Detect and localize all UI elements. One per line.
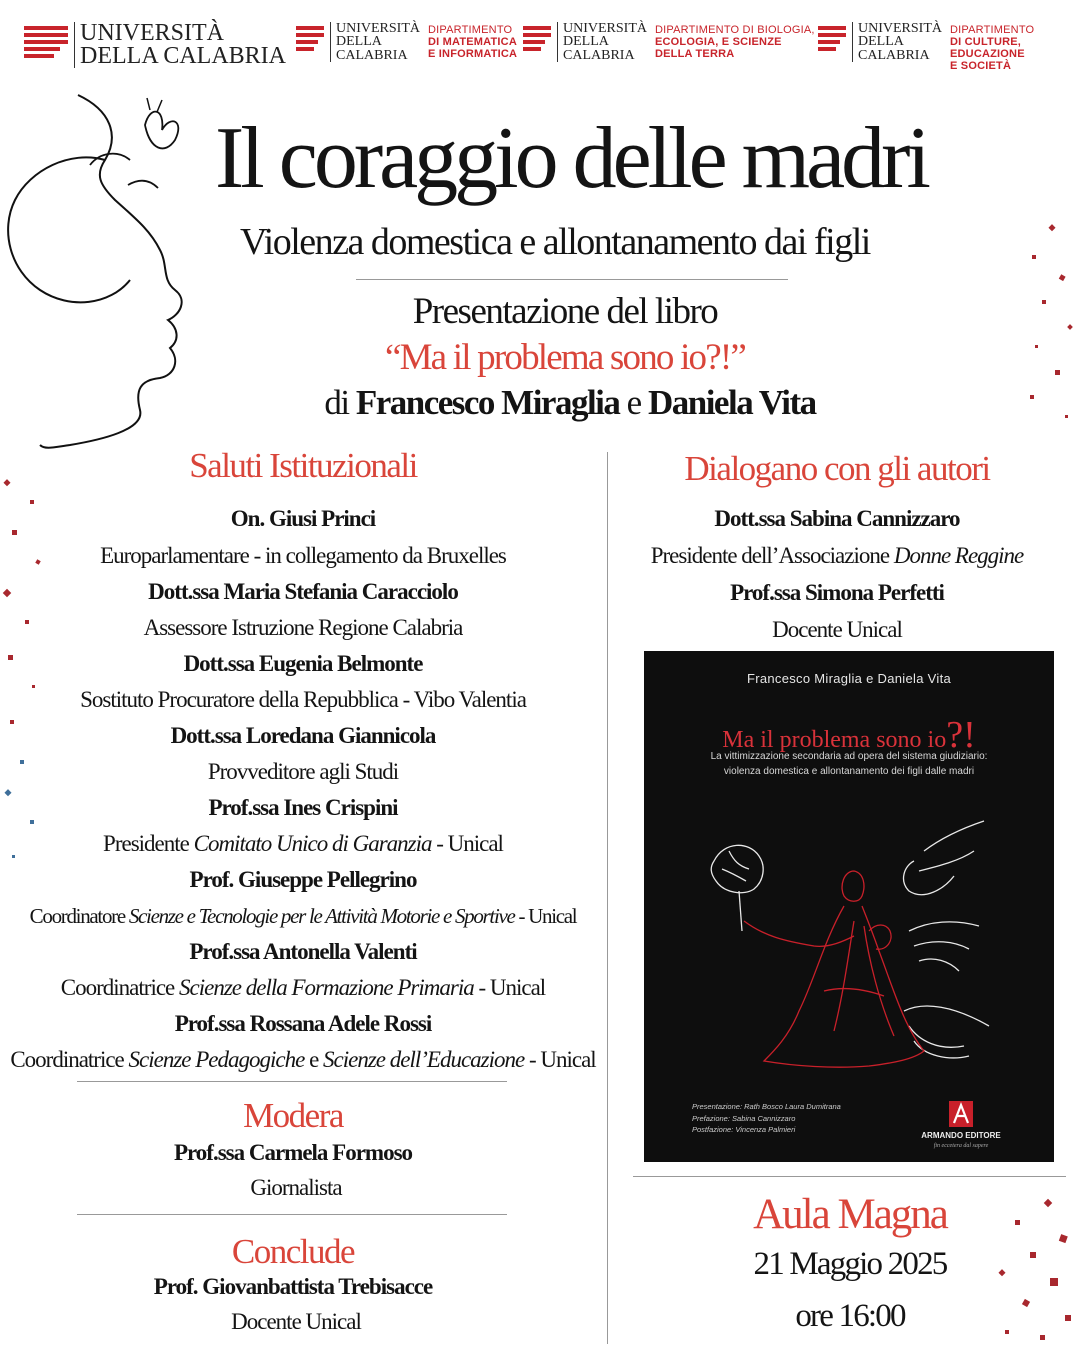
saluti-section — [0, 445, 606, 1081]
section-heading: Modera — [243, 1096, 343, 1135]
speaker-role — [0, 1045, 606, 1081]
venue-place: Aula Magna — [753, 1191, 947, 1238]
role-italic: Comitato Unico di Garanzia — [193, 831, 432, 856]
role-mid: e — [304, 1047, 324, 1072]
dialogo-section — [612, 448, 1062, 652]
speaker-role: Docente Unical — [231, 1309, 361, 1334]
speaker-name: Dott.ssa Eugenia Belmonte — [183, 651, 423, 676]
logo-unical — [24, 22, 286, 68]
dept-line1: DIPARTIMENTO DI BIOLOGIA, — [655, 24, 815, 36]
logo-name-line3: CALABRIA — [563, 47, 635, 63]
role-prefix: Coordinatore — [29, 904, 129, 928]
book-title: “Ma il problema sono io?!” — [384, 337, 746, 378]
cover-subtitle-line: La vittimizzazione secondaria ad opera del sistema giudiziario: — [710, 751, 988, 762]
cover-credits — [692, 1101, 841, 1136]
speaker-role: Giornalista — [250, 1175, 342, 1200]
cover-illustration-icon — [704, 811, 1004, 1081]
dept-line1: DIPARTIMENTO — [950, 24, 1035, 36]
logo-name-line2: DELLA CALABRIA — [80, 42, 286, 69]
unical-mark-icon — [818, 26, 846, 51]
logo-dept-matematica — [296, 22, 517, 62]
authors-prefix: di — [324, 383, 349, 422]
divider — [633, 1176, 1066, 1177]
cover-publisher: ARMANDO EDITORE — [921, 1131, 1001, 1140]
role-italic: Scienze dell’Educazione — [323, 1047, 525, 1072]
role-italic: Scienze e Tecnologie per le Attività Motorie e Sportive — [128, 904, 515, 928]
speaker-name: Dott.ssa Maria Stefania Caracciolo — [148, 579, 458, 604]
dept-line3: E SOCIETÀ — [950, 60, 1012, 73]
logo-name-line1: UNIVERSITÀ — [858, 21, 942, 36]
section-heading: Dialogano con gli autori — [684, 449, 990, 488]
section-heading: Saluti Istituzionali — [189, 446, 417, 485]
speaker-name: Prof.ssa Rossana Adele Rossi — [174, 1011, 432, 1036]
logo-dept-culture — [818, 22, 1080, 72]
presentation-label: Presentazione del libro — [412, 291, 718, 332]
dept-line2: ECOLOGIA, E SCIENZE — [655, 36, 782, 49]
speaker-name: Prof.ssa Carmela Formoso — [173, 1140, 413, 1165]
unical-mark-icon — [296, 26, 324, 51]
decorative-dots-icon — [1020, 215, 1080, 435]
speaker-role — [0, 973, 606, 1009]
author-name: Francesco Miraglia — [355, 383, 620, 422]
logo-name-line2: DELLA — [563, 34, 609, 50]
logo-dept-biologia — [523, 22, 815, 62]
speaker-role: Assessore Istruzione Regione Calabria — [143, 615, 463, 640]
author-name: Daniela Vita — [647, 383, 816, 422]
role-suffix: - Unical — [514, 904, 577, 928]
speaker-name: Dott.ssa Sabina Cannizzaro — [714, 506, 960, 531]
role-italic: Scienze della Formazione Primaria — [179, 975, 474, 1000]
speaker-name: Prof.ssa Simona Perfetti — [730, 580, 944, 605]
speaker-name: Prof. Giovanbattista Trebisacce — [153, 1274, 433, 1299]
face-line-art-icon — [0, 90, 220, 460]
role-suffix: - Unical — [524, 1047, 596, 1072]
dept-line1: DIPARTIMENTO — [428, 24, 513, 36]
event-time: ore 16:00 — [795, 1298, 905, 1334]
dept-line3: E INFORMATICA — [428, 48, 518, 61]
logo-name-line1: UNIVERSITÀ — [336, 21, 420, 36]
cover-publisher-motto: fin eccetera dal sapere — [933, 1143, 989, 1149]
speaker-role — [612, 541, 1062, 578]
section-heading: Conclude — [231, 1232, 355, 1271]
publisher-logo-icon — [949, 1101, 973, 1127]
speaker-role: Docente Unical — [772, 617, 902, 642]
event-subtitle: Violenza domestica e allontanamento dai figli — [240, 221, 870, 263]
event-date: 21 Maggio 2025 — [753, 1246, 947, 1282]
unical-mark-icon — [24, 26, 68, 58]
logo-name-line3: CALABRIA — [336, 47, 408, 63]
speaker-role: Europarlamentare - in collegamento da Bruxelles — [100, 543, 506, 568]
role-prefix: Coordinatrice — [10, 1047, 129, 1072]
role-prefix: Presidente dell’Associazione — [650, 543, 894, 568]
speaker-name: On. Giusi Princi — [230, 506, 376, 531]
cover-title-mark: ?! — [946, 714, 976, 756]
dept-line3: DELLA TERRA — [655, 48, 735, 61]
dept-line2: DI CULTURE, EDUCAZIONE — [950, 36, 1025, 61]
event-title: Il coraggio delle madri — [215, 110, 927, 207]
column-divider — [607, 452, 608, 1344]
cover-subtitle-line: violenza domestica e allontanamento dei figli dalle madri — [723, 766, 975, 777]
speaker-name: Prof. Giuseppe Pellegrino — [189, 867, 417, 892]
logo-name-line1: UNIVERSITÀ — [563, 21, 647, 36]
speaker-name: Prof.ssa Antonella Valenti — [189, 939, 417, 964]
role-italic: Donne Reggine — [893, 543, 1024, 568]
cover-credit-line: Postfazione: Vincenza Palmieri — [692, 1125, 796, 1135]
logo-name-line2: DELLA — [858, 34, 904, 50]
divider — [77, 1214, 507, 1215]
cover-authors: Francesco Miraglia e Daniela Vita — [746, 671, 952, 686]
role-suffix: - Unical — [473, 975, 546, 1000]
divider — [77, 1081, 507, 1082]
speaker-name: Dott.ssa Loredana Giannicola — [170, 723, 436, 748]
logo-name-line3: CALABRIA — [858, 47, 930, 63]
cover-credit-line: Prefazione: Sabina Cannizzaro — [692, 1113, 796, 1123]
speaker-name: Prof.ssa Ines Crispini — [208, 795, 398, 820]
speaker-role — [0, 829, 606, 865]
divider — [356, 279, 788, 280]
cover-title-text: Ma il problema sono io — [722, 727, 947, 753]
dept-line2: DI MATEMATICA — [428, 36, 517, 49]
unical-mark-icon — [523, 26, 551, 51]
book-authors — [250, 383, 890, 423]
cover-subtitle — [674, 749, 1024, 779]
logo-name-line1: UNIVERSITÀ — [80, 20, 224, 46]
speaker-role — [0, 901, 606, 937]
role-prefix: Presidente — [103, 831, 194, 856]
book-cover-image — [644, 651, 1054, 1162]
authors-and: e — [626, 383, 641, 422]
logo-name-line2: DELLA — [336, 34, 382, 50]
role-italic: Scienze Pedagogiche — [128, 1047, 305, 1072]
speaker-role: Provveditore agli Studi — [207, 759, 399, 784]
role-suffix: - Unical — [431, 831, 503, 856]
speaker-role: Sostituto Procuratore della Repubblica - Vibo Valentia — [80, 687, 526, 712]
role-prefix: Coordinatrice — [60, 975, 180, 1000]
cover-credit-line: Presentazione: Rath Bosco Laura Dumitrana — [692, 1102, 841, 1111]
